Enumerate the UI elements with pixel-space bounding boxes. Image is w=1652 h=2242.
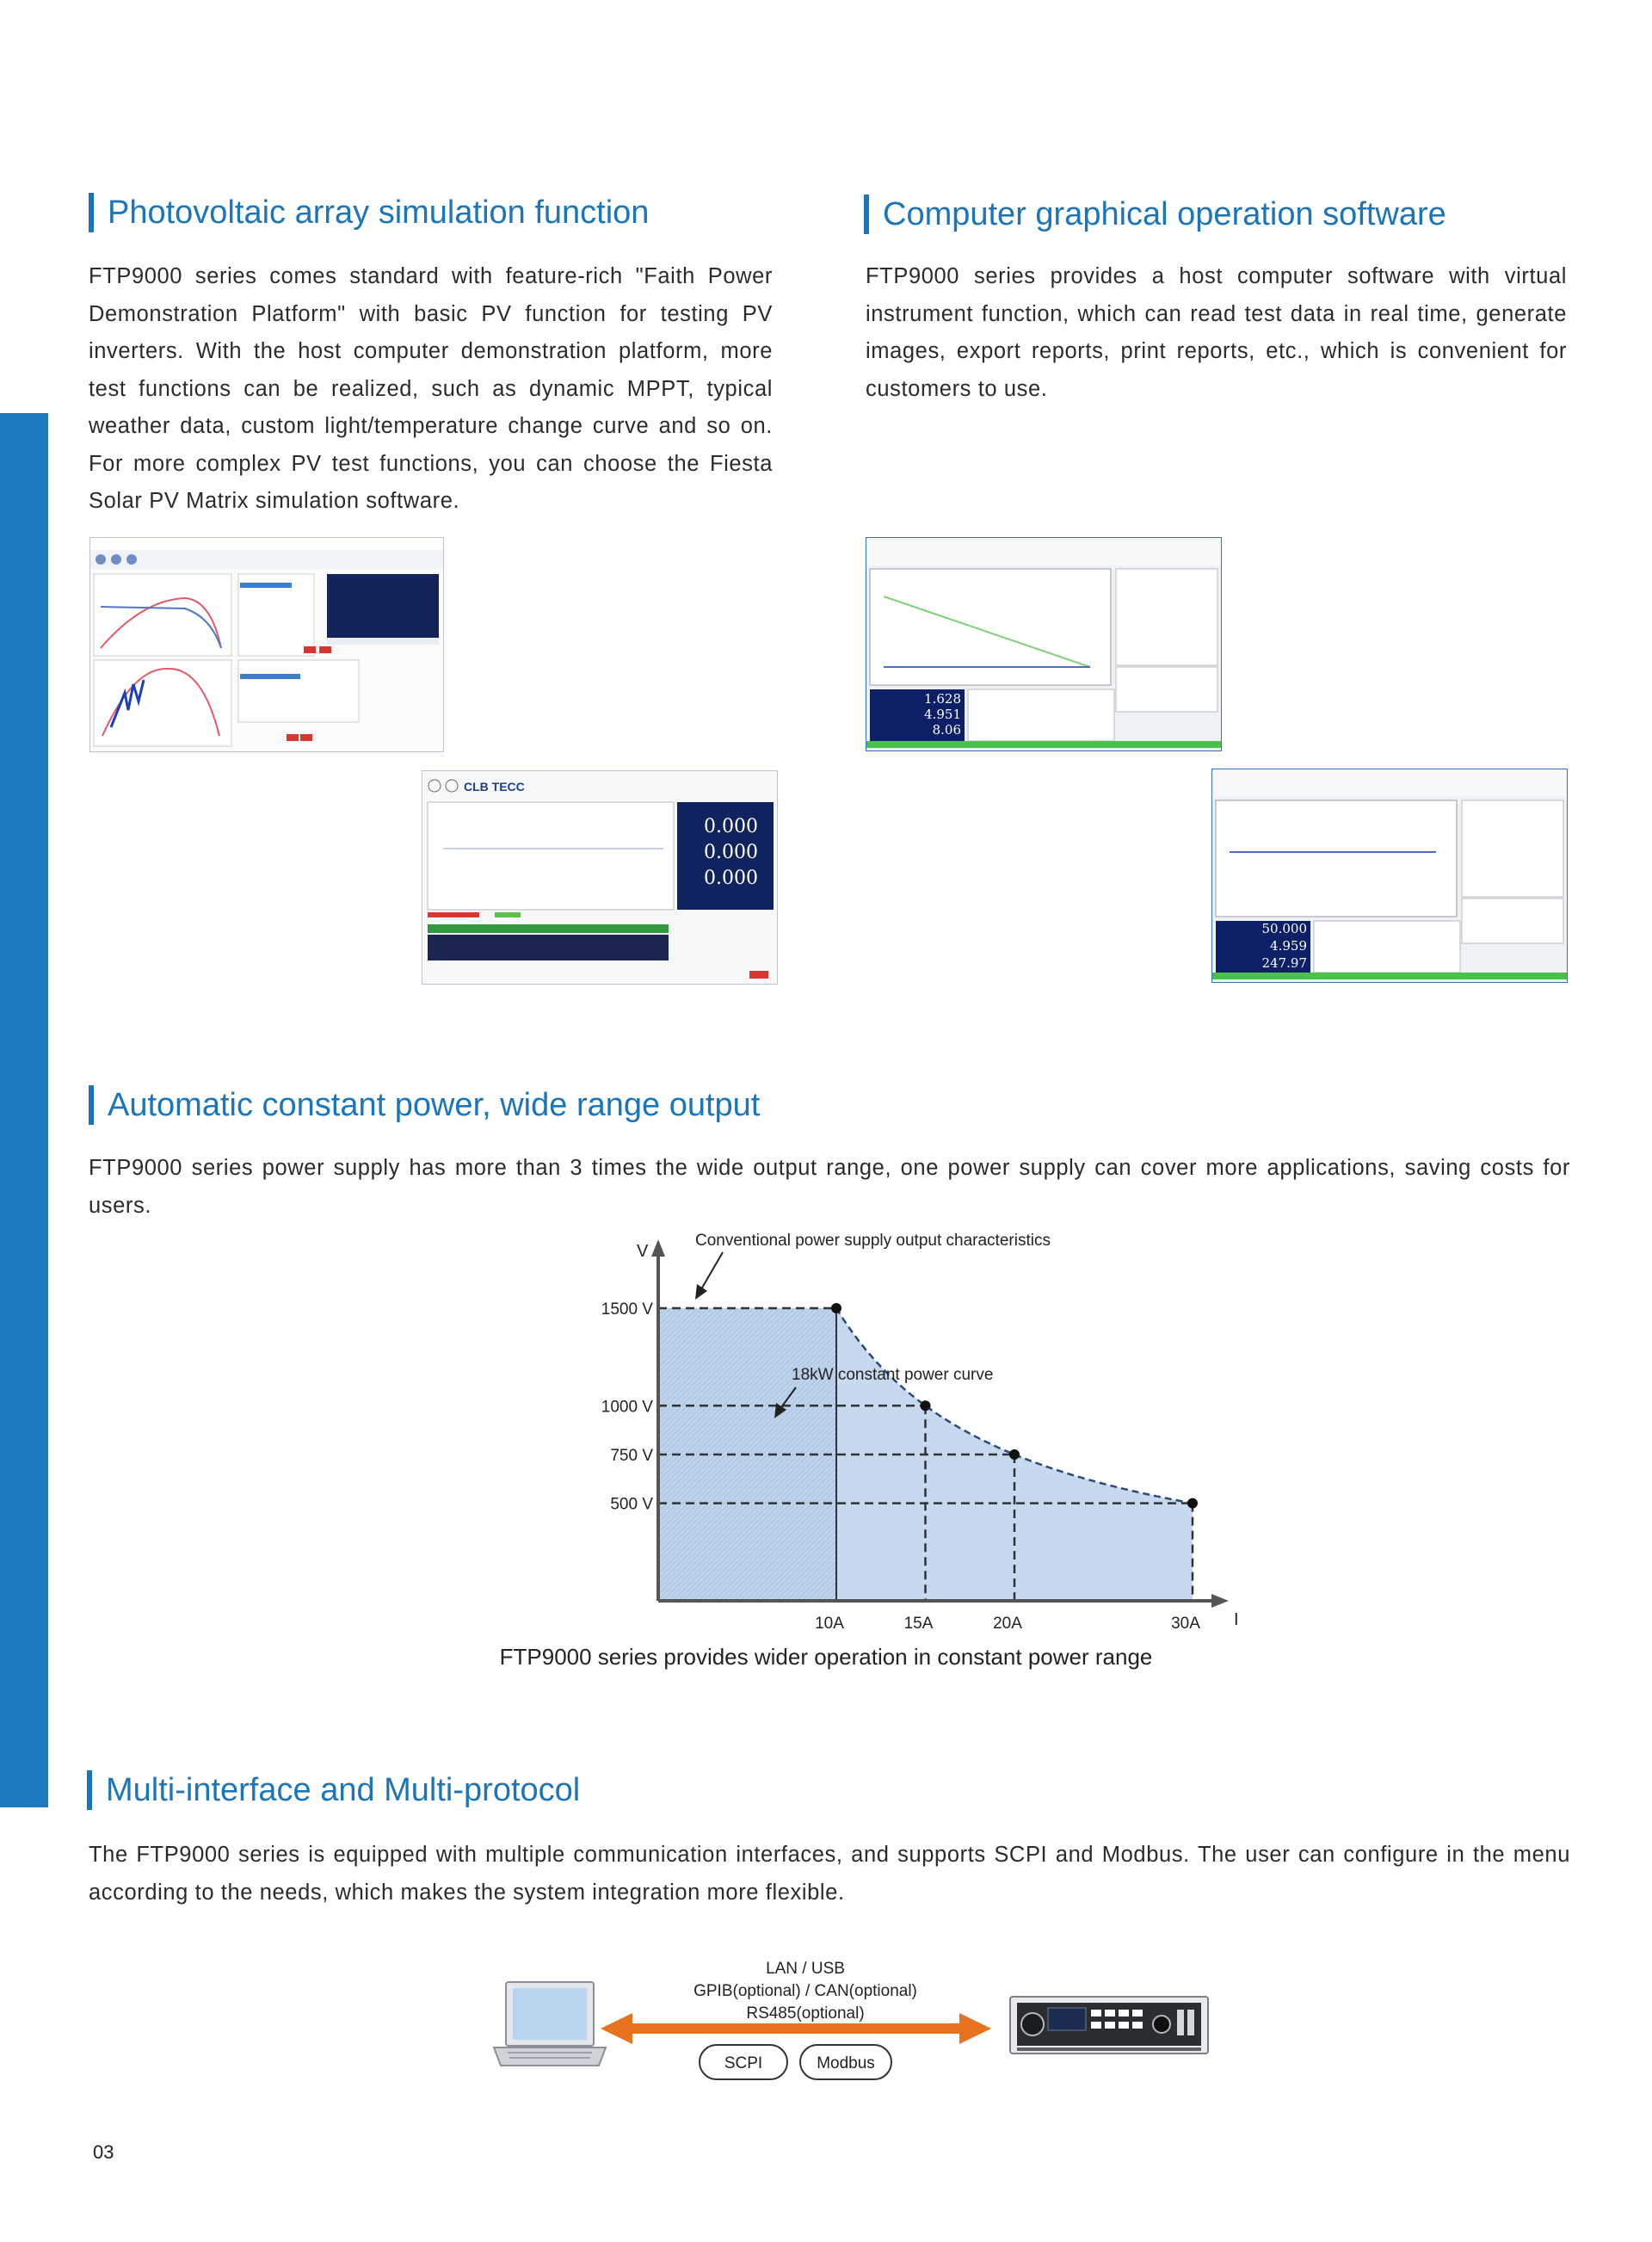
x-axis-arrow (1211, 1594, 1229, 1608)
annotation-arrowhead-1 (695, 1284, 707, 1300)
clb-reading-current: 0.000 (704, 842, 758, 863)
data-point-2 (1009, 1449, 1020, 1460)
constant-power-chart (568, 1231, 1239, 1633)
clb-reading-voltage: 0.000 (704, 816, 758, 837)
laptop-icon (494, 1982, 606, 2066)
power-section-title: Automatic constant power, wide range output (89, 1085, 760, 1125)
clb-brand-label: CLB TECC (464, 780, 525, 794)
y-axis-label: V (637, 1242, 649, 1261)
pv-software-screenshot (89, 537, 444, 752)
host1-reading-power: 8.06 (932, 722, 961, 738)
software-section-body: FTP9000 series provides a host computer software with virtual instrument function, which can read test data in real time, generate images, export reports, print reports, etc., which is convenient for customers to use. (866, 264, 1567, 401)
data-point-3 (1187, 1498, 1198, 1509)
x-axis-label: I (1234, 1610, 1239, 1629)
clb-software-screenshot (422, 770, 778, 985)
side-accent-bar (0, 413, 48, 1807)
power-supply-device-icon (1010, 1997, 1208, 2054)
host-software-screenshot-2 (1211, 769, 1568, 983)
software-section-title: Computer graphical operation software (864, 195, 1446, 234)
host-software-screenshot-1 (866, 537, 1222, 751)
x-tick-label-3: 30A (1171, 1615, 1200, 1633)
host1-reading-current: 4.951 (924, 707, 961, 722)
link-label-rs485: RS485(optional) (746, 2004, 865, 2023)
y-tick-label-1: 1000 V (601, 1398, 653, 1417)
interface-section-body: The FTP9000 series is equipped with multiple communication interfaces, and supports SCPI and Modbus. The user can configure in the menu according to the needs, which makes the system integration more flexible. (89, 1843, 1570, 1905)
data-point-0 (831, 1303, 841, 1313)
pv-section-title: Photovoltaic array simulation function (89, 193, 649, 232)
interface-section-title: Multi-interface and Multi-protocol (87, 1770, 580, 1810)
host2-reading-voltage: 50.000 (1261, 921, 1307, 936)
pv-section-body: FTP9000 series comes standard with feature-rich "Faith Power Demonstration Platform" with basic PV function for testing PV inverters. With the host computer demonstration platform, more test functions can be realized, such as dynamic MPPT, typical weather data, custom light/temperature change curve and so on. For more complex PV test functions, you can choose the Fiesta Solar PV Matrix simulation software. (89, 264, 773, 513)
y-tick-label-3: 500 V (610, 1495, 653, 1514)
y-tick-label-0: 1500 V (601, 1300, 653, 1319)
x-tick-label-2: 20A (993, 1615, 1022, 1633)
annotation-conventional: Conventional power supply output characteristics (695, 1232, 1051, 1250)
host1-reading-voltage: 1.628 (924, 691, 961, 707)
host2-reading-power: 247.97 (1261, 955, 1307, 971)
data-point-1 (921, 1400, 931, 1411)
host2-reading-current: 4.959 (1270, 938, 1307, 954)
link-label-gpib-can: GPIB(optional) / CAN(optional) (693, 1982, 917, 2000)
power-section-body: FTP9000 series power supply has more than 3 times the wide output range, one power supply can cover more applications, saving costs for users. (89, 1156, 1570, 1218)
communication-diagram (482, 1941, 1222, 2091)
y-axis-arrow (651, 1239, 665, 1257)
link-label-lan-usb: LAN / USB (766, 1960, 845, 1978)
annotation-arrow-1 (701, 1252, 723, 1289)
y-tick-label-2: 750 V (610, 1446, 653, 1465)
power-chart-caption: FTP9000 series provides wider operation in constant power range (499, 1644, 1153, 1670)
x-tick-label-0: 10A (815, 1615, 844, 1633)
clb-reading-power: 0.000 (704, 868, 758, 889)
scpi-label: SCPI (724, 2054, 763, 2072)
x-tick-label-1: 15A (903, 1615, 934, 1633)
annotation-constant-power: 18kW constant power curve (792, 1366, 994, 1384)
modbus-label: Modbus (817, 2054, 875, 2072)
page-number: 03 (93, 2141, 114, 2163)
